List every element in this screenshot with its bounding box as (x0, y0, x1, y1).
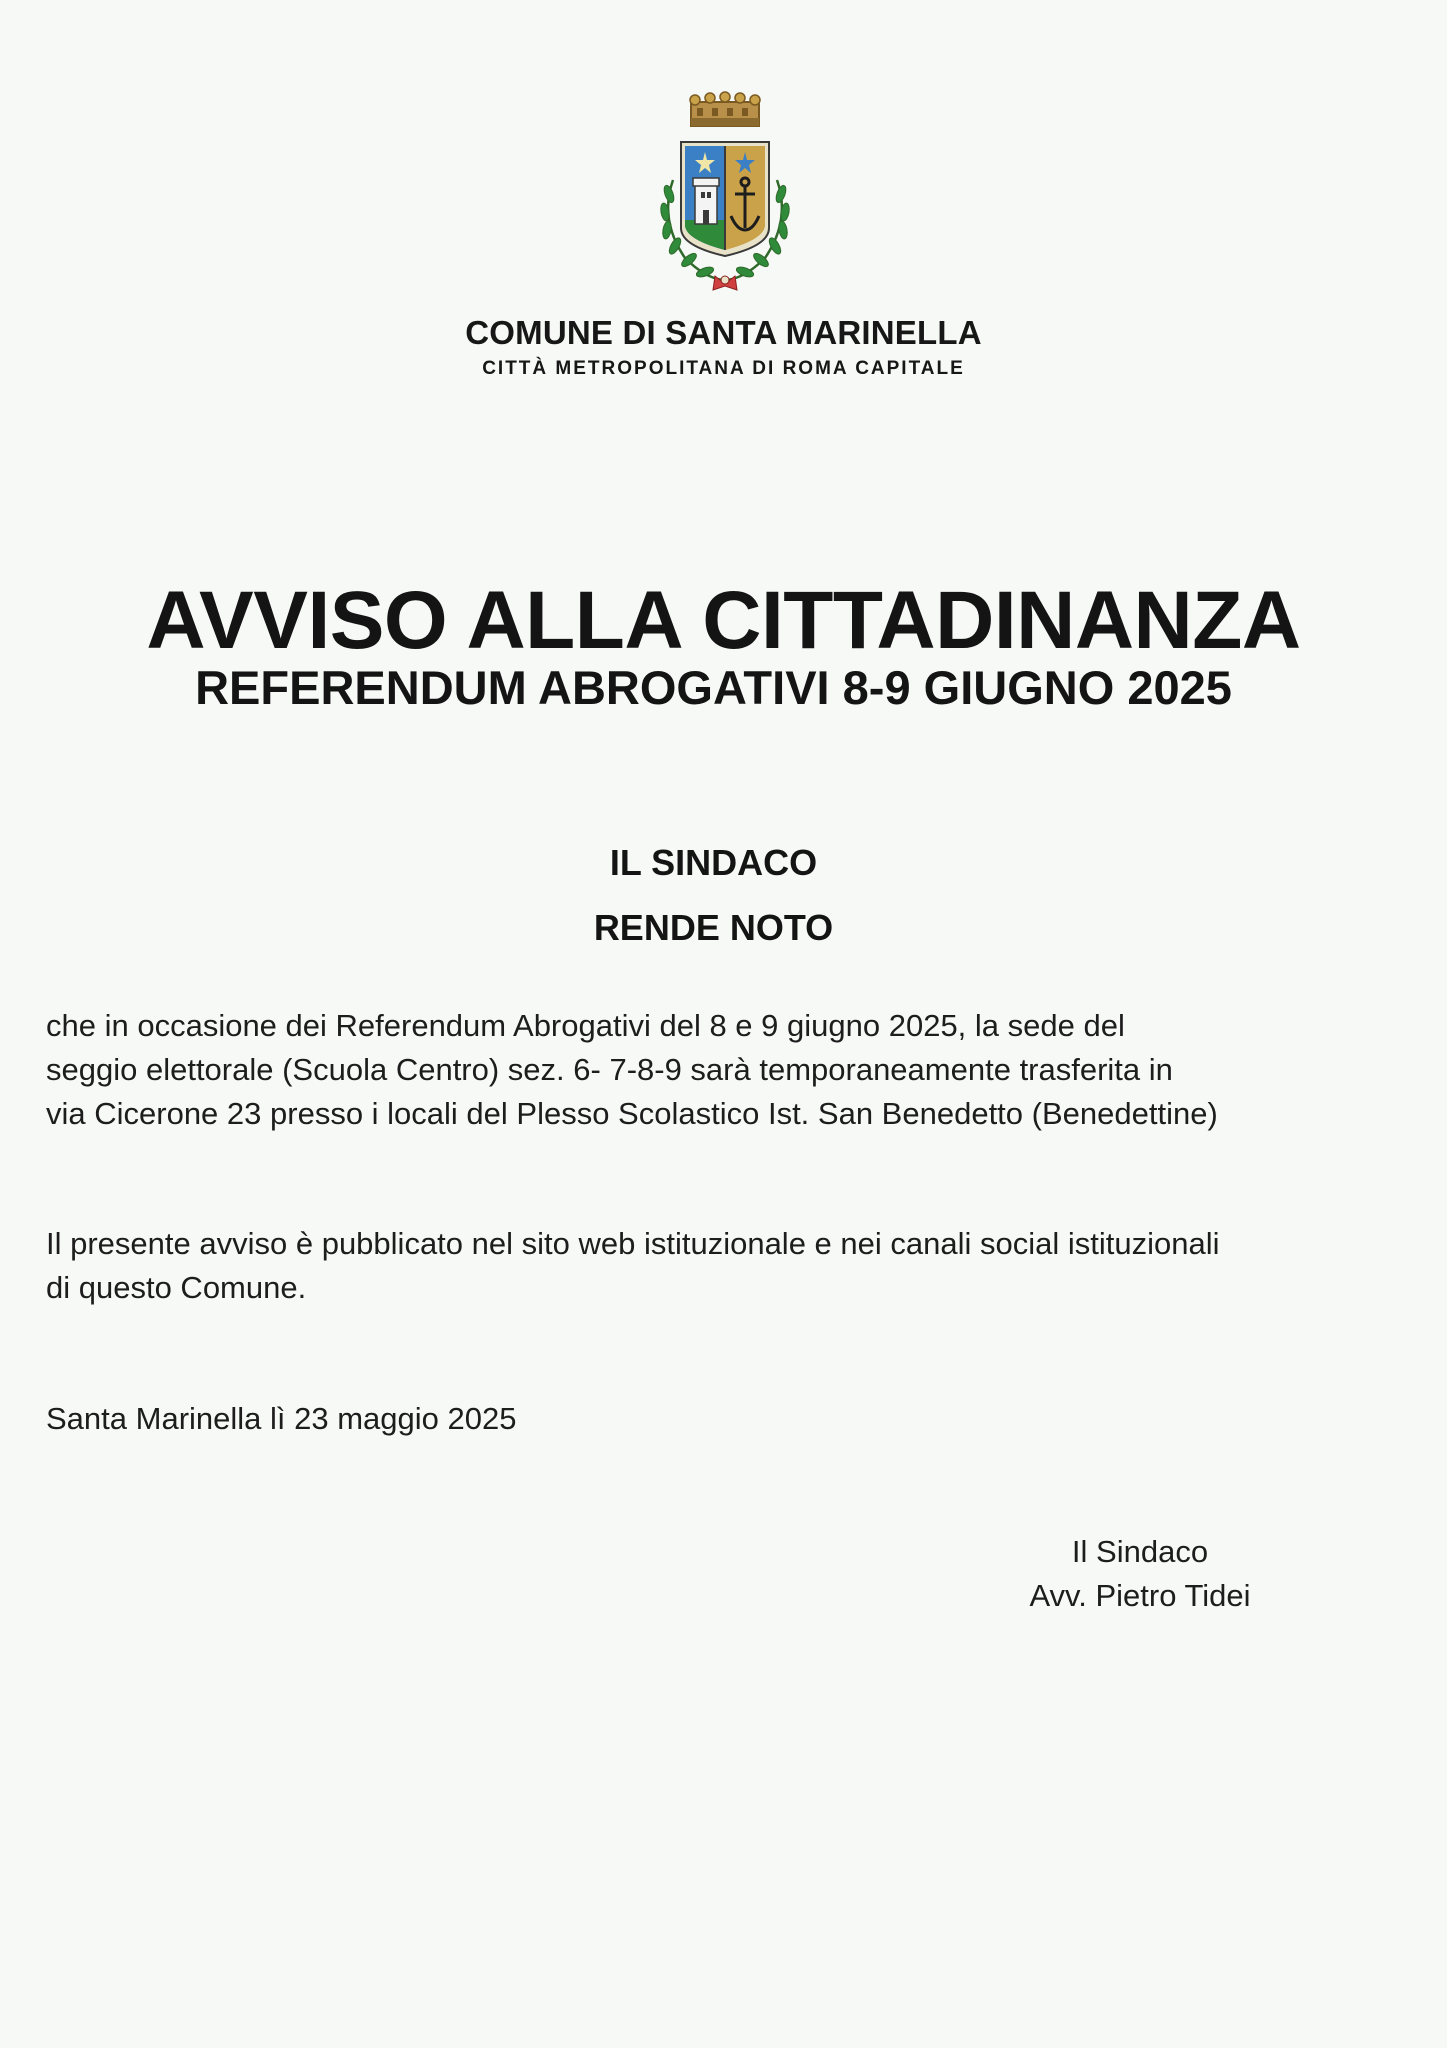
paragraph-line: Il presente avviso è pubblicato nel sito web istituzionale e nei canali social istituzionali (46, 1226, 1220, 1261)
municipal-coat-of-arms (645, 90, 805, 300)
paragraph-line: seggio elettorale (Scuola Centro) sez. 6- 7-8-9 sarà temporaneamente trasferita in (46, 1052, 1173, 1087)
body-paragraph (46, 1222, 1396, 1310)
notice-title: AVVISO ALLA CITTADINANZA (146, 575, 1301, 666)
paragraph-line: che in occasione dei Referendum Abrogativi del 8 e 9 giugno 2025, la sede del (46, 1008, 1125, 1043)
municipality-subtitle: CITTÀ METROPOLITANA DI ROMA CAPITALE (482, 358, 965, 379)
announcement-heading: RENDE NOTO (593, 907, 834, 948)
notice-subtitle: REFERENDUM ABROGATIVI 8-9 GIUGNO 2025 (195, 661, 1232, 714)
ribbon-icon (713, 276, 737, 290)
shield-icon (681, 142, 769, 256)
crown-icon (690, 92, 760, 126)
tower-icon (693, 178, 719, 224)
signature-name: Avv. Pietro Tidei (1029, 1578, 1251, 1613)
municipality-name: COMUNE DI SANTA MARINELLA (465, 314, 982, 351)
issuer-heading: IL SINDACO (609, 842, 818, 883)
place-and-date: Santa Marinella lì 23 maggio 2025 (46, 1401, 517, 1436)
signature-role: Il Sindaco (1071, 1534, 1209, 1569)
paragraph-line: via Cicerone 23 presso i locali del Plesso Scolastico Ist. San Benedetto (Benedettine) (46, 1096, 1218, 1131)
body-paragraph (46, 1004, 1396, 1136)
paragraph-line: di questo Comune. (46, 1270, 307, 1305)
